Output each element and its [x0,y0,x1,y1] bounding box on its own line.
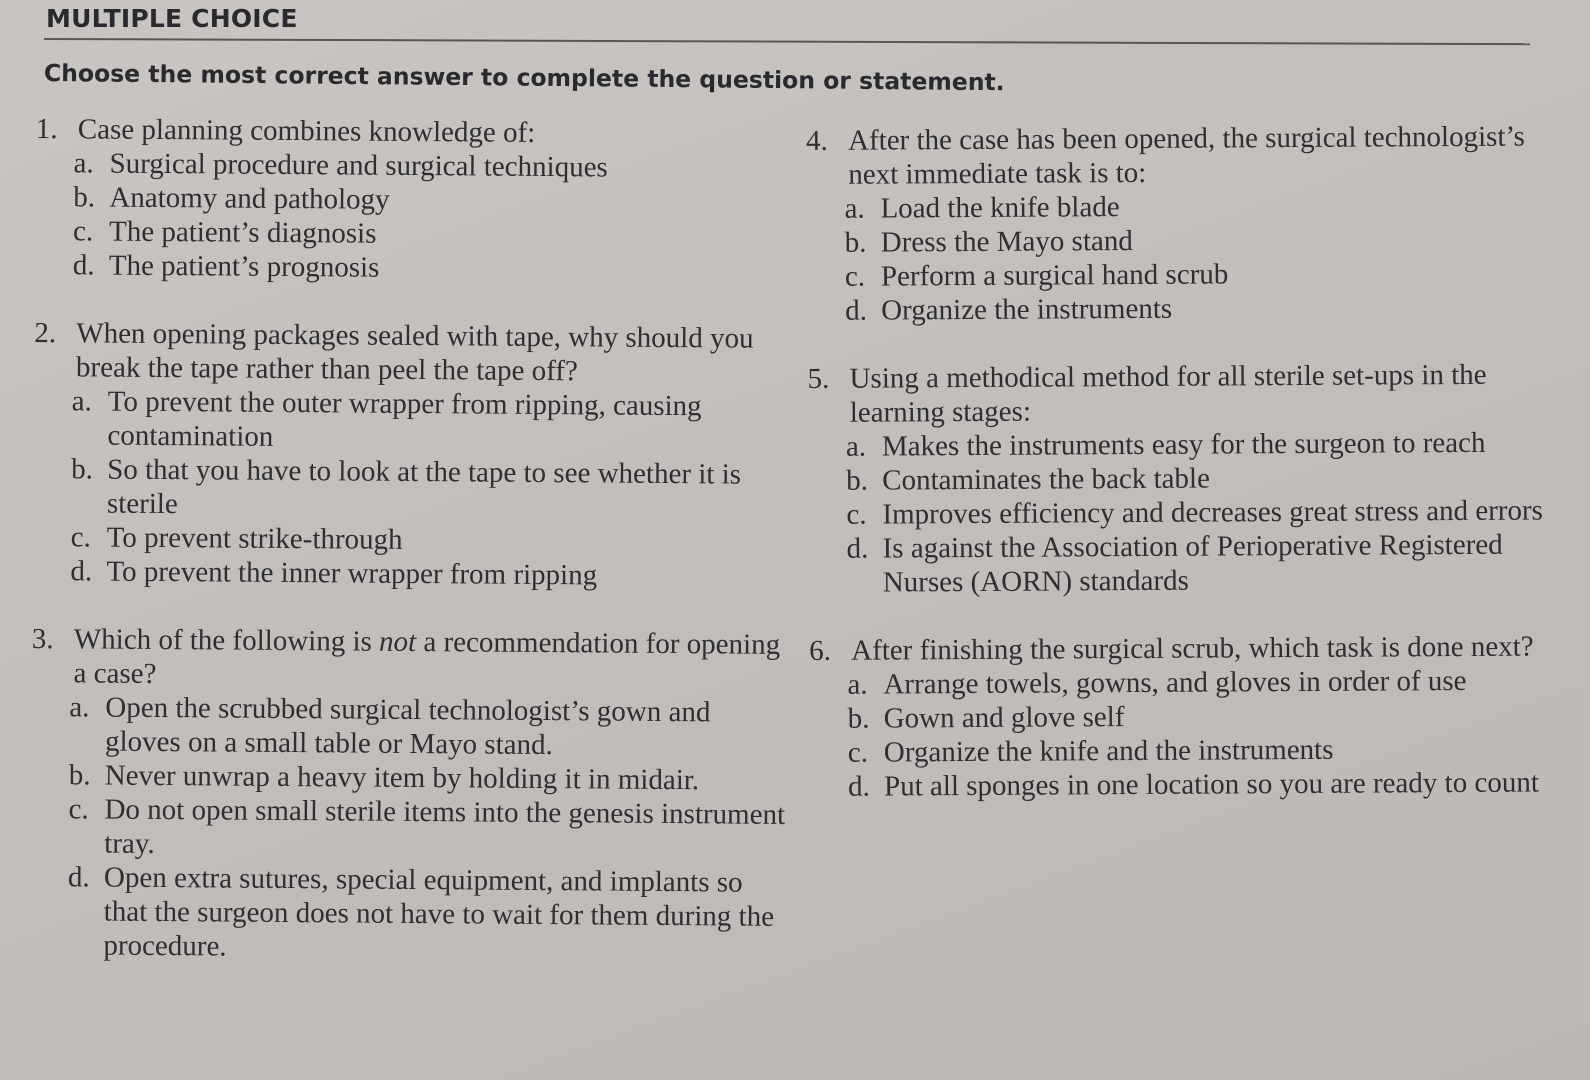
question-stem [806,119,1556,192]
option-list [844,187,1557,327]
option-d [73,248,795,288]
option-letter: c. [847,736,869,769]
option-text: To prevent strike-through [106,521,403,556]
question-stem [809,629,1559,668]
option-letter: a. [844,192,865,225]
question-4 [806,119,1557,328]
option-text: Put all sponges in one location so you are ready to count [883,766,1539,803]
question-3 [29,622,792,968]
option-b [848,697,1560,735]
option-text: The patient’s diagnosis [108,215,377,250]
option-text: Organize the knife and the instruments [883,733,1334,769]
option-text: To prevent the inner wrapper from ripping [106,555,598,592]
option-letter: a. [73,147,94,180]
option-b [71,452,794,526]
question-text: After finishing the surgical scrub, which task is done next? [851,630,1534,667]
option-letter: d. [70,555,93,588]
question-emphasis: not [378,625,417,659]
option-list [70,384,794,594]
option-list [846,425,1559,599]
option-text: Surgical procedure and surgical techniques [109,147,608,184]
option-list [847,663,1560,803]
option-text: Dress the Mayo stand [880,225,1133,259]
question-text: Case planning combines knowledge of: [77,113,536,149]
option-d [848,765,1560,803]
option-letter: c. [844,260,866,293]
question-text: After the case has been opened, the surgical technologist’s next immediate task is to: [848,120,1525,191]
question-stem [31,622,792,696]
option-text: Never unwrap a heavy item by holding it in midair. [104,759,700,797]
option-letter: a. [845,430,867,463]
option-letter: d. [846,532,869,565]
question-text: When opening packages sealed with tape, why should you break the tape rather than peel the tape off? [75,317,754,388]
question-number: 2. [34,316,57,350]
option-text: Load the knife blade [880,191,1120,225]
option-letter: b. [844,226,867,259]
option-d [70,554,792,594]
option-text: Improves efficiency and decreases great stress and errors [882,494,1544,531]
option-a [846,425,1558,463]
option-text: Open extra sutures, special equipment, and implants so that the surgeon does not have to wait for them during the procedure. [103,861,775,963]
option-letter: c. [70,521,91,554]
option-text: Open the scrubbed surgical technologist’s gown and gloves on a small table or Mayo stand. [104,691,711,762]
option-letter: d. [72,249,95,282]
question-stem [34,316,795,390]
option-a [844,187,1556,225]
option-text: Anatomy and pathology [109,181,390,216]
option-text: Organize the instruments [881,292,1173,327]
option-a [73,146,795,186]
option-letter: a. [847,668,868,701]
option-text: To prevent the outer wrapper from ripping, causing contamination [107,385,702,453]
question-2 [32,316,794,594]
question-text [73,622,792,696]
option-b [846,459,1558,497]
option-letter: c. [72,215,94,248]
option-text: The patient’s prognosis [108,249,380,284]
option-d [845,289,1557,327]
option-letter: a. [69,691,90,724]
question-text-start: Which of the following is [73,623,380,658]
option-c [71,520,793,560]
option-d [846,527,1558,599]
option-list [67,690,791,968]
option-text: Gown and glove self [883,701,1125,735]
left-column [29,112,796,968]
option-text: Contaminates the back table [882,462,1211,497]
option-letter: b. [847,702,870,735]
question-text: Using a methodical method for all sterile set-ups in the learning stages: [849,358,1487,429]
option-c [73,214,795,254]
option-b [845,221,1557,259]
question-5 [807,357,1558,600]
option-letter: a. [71,385,92,418]
question-number: 1. [35,112,58,146]
option-text: Makes the instruments easy for the surgeon to reach [881,426,1486,463]
question-text-end: a recommendation for opening a case? [73,626,781,690]
option-list [73,146,796,288]
option-letter: d. [847,770,870,803]
option-b [69,758,791,798]
option-d [67,860,790,968]
option-letter: b. [68,759,91,792]
question-number: 5. [807,362,830,395]
option-letter: c. [68,793,89,826]
question-number: 3. [31,622,54,656]
option-a [69,690,792,764]
option-text: So that you have to look at the tape to see whether it is sterile [106,453,742,521]
option-letter: d. [845,294,867,327]
option-c [846,493,1558,531]
question-stem [807,357,1557,430]
option-c [845,255,1557,293]
option-letter: b. [846,464,869,497]
option-letter: d. [67,861,90,894]
question-number: 4. [806,124,828,157]
right-column [806,119,1560,804]
option-b [73,180,795,220]
option-text: Is against the Association of Perioperative Registered Nurses (AORN) standards [882,528,1503,599]
question-1 [35,112,796,288]
section-title: MULTIPLE CHOICE [46,4,298,33]
option-text: Do not open small sterile items into the genesis instrument tray. [104,793,786,860]
option-a [71,384,794,458]
option-letter: b. [71,453,94,486]
question-6 [809,629,1560,804]
option-text: Arrange towels, gowns, and gloves in order of use [883,664,1467,701]
option-c [848,731,1560,769]
option-c [68,792,791,866]
option-letter: b. [73,181,96,214]
header-divider [44,38,1530,45]
question-number: 6. [809,634,832,667]
instructions: Choose the most correct answer to complete the question or statement. [43,59,1005,97]
option-letter: c. [846,498,867,531]
option-a [847,663,1559,701]
option-text: Perform a surgical hand scrub [880,258,1229,293]
